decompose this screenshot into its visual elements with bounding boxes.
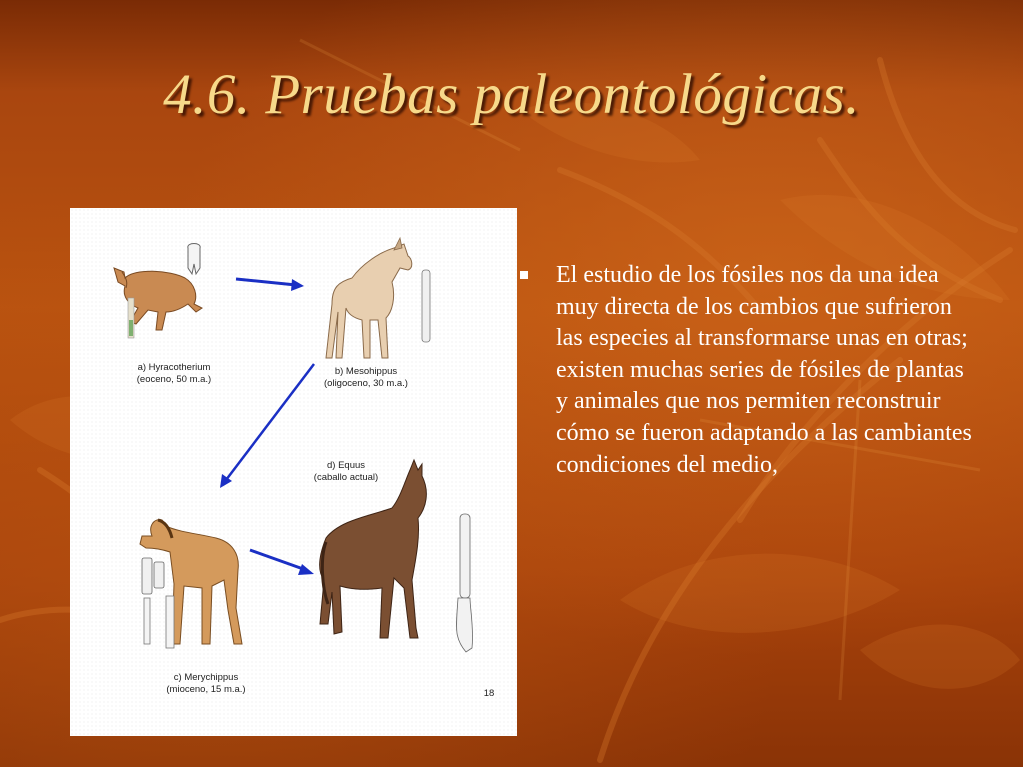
square-bullet-icon — [520, 271, 528, 279]
horse-evolution-figure — [70, 208, 517, 736]
caption-merychippus-name: c) Merychippus — [173, 672, 239, 683]
arrow-c-to-d-icon — [250, 550, 314, 575]
evolution-arrows — [220, 279, 314, 575]
bullet-item — [520, 260, 975, 481]
caption-mesohippus — [306, 366, 426, 390]
equus-illustration — [320, 460, 473, 652]
hyracotherium-illustration — [114, 244, 202, 339]
bullet-text: El estudio de los fósiles nos da una idea muy directa de los cambios que sufrieron las especies al transformarse unas en otras; existen muchas series de fósiles de plantas y animales que nos permiten reconstruir cómo se fueron adaptando a las cambiantes condiciones del medio, — [556, 262, 972, 478]
caption-hyracotherium — [114, 362, 234, 386]
slide-title: 4.6. Pruebas paleontológicas. — [163, 63, 860, 126]
caption-hyracotherium-name: a) Hyracotherium — [137, 362, 211, 373]
caption-hyracotherium-detail: (eoceno, 50 m.a.) — [136, 374, 212, 385]
caption-merychippus-detail: (mioceno, 15 m.a.) — [166, 684, 246, 695]
merychippus-illustration — [140, 520, 242, 648]
caption-mesohippus-name: b) Mesohippus — [334, 366, 398, 377]
caption-equus-detail: (caballo actual) — [313, 472, 379, 483]
caption-mesohippus-detail: (oligoceno, 30 m.a.) — [324, 378, 408, 389]
caption-merychippus — [146, 672, 266, 696]
arrow-a-to-b-icon — [236, 279, 304, 291]
mesohippus-illustration — [326, 238, 430, 358]
figure-page-number: 18 — [483, 688, 495, 699]
caption-equus — [286, 460, 406, 484]
caption-equus-name: d) Equus — [326, 460, 366, 471]
